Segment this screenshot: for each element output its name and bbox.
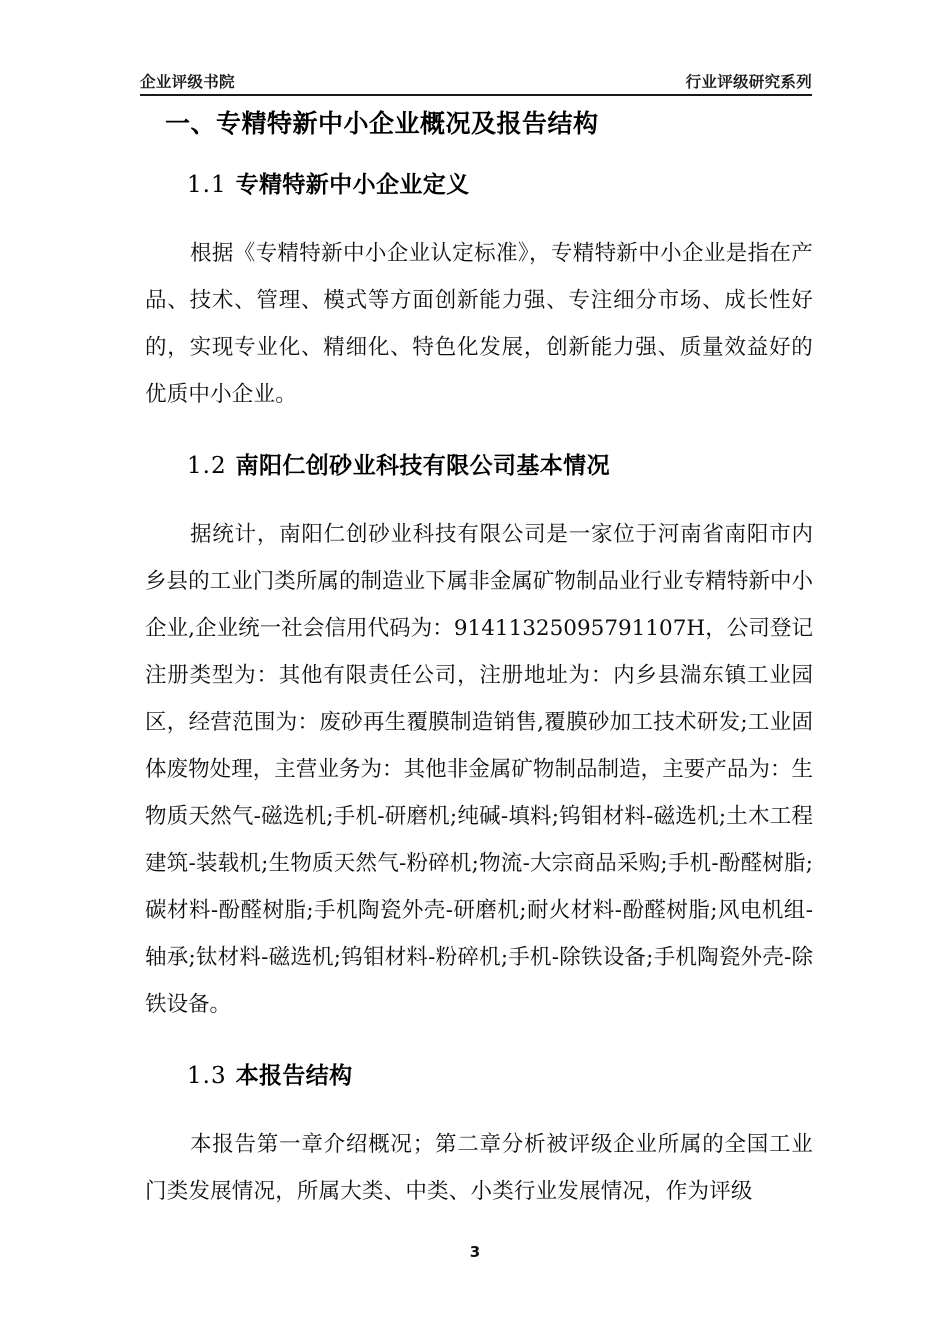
page-header [140, 62, 812, 96]
paragraph-1-2: 据统计，南阳仁创砂业科技有限公司是一家位于河南省南阳市内乡县的工业门类所属的制造业下属非金属矿物制品业行业专精特新中小企业,企业统一社会信用代码为：91411325095791107H，公司登记注册类型为：其他有限责任公司，注册地址为：内乡县湍东镇工业园区，经营范围为：废砂再生覆膜制造销售,覆膜砂加工技术研发;工业固体废物处理，主营业务为：其他非金属矿物制品制造，主要产品为：生物质天然气-磁选机;手机-研磨机;纯碱-填料;钨钼材料-磁选机;土木工程建筑-装载机;生物质天然气-粉碎机;物流-大宗商品采购;手机-酚醛树脂;碳材料-酚醛树脂;手机陶瓷外壳-研磨机;耐火材料-酚醛树脂;风电机组-轴承;钛材料-磁选机;钨钼材料-粉碎机;手机-除铁设备;手机陶瓷外壳-除铁设备。 [145, 521, 813, 1017]
subsection-number-1-3: 1.3 [187, 1062, 227, 1089]
subsection-heading-1-2 [145, 452, 813, 481]
subsection-title-1-3: 本报告结构 [235, 1062, 353, 1089]
header-left-text: 企业评级书院 [140, 72, 235, 91]
document-content [145, 108, 813, 1215]
subsection-number-1-2: 1.2 [187, 453, 227, 479]
spacer [145, 200, 813, 230]
paragraph-1-3: 本报告第一章介绍概况；第二章分析被评级企业所属的全国工业门类发展情况，所属大类、中类、小类行业发展情况，作为评级 [145, 1131, 813, 1204]
section-heading: 一、专精特新中小企业概况及报告结构 [165, 109, 599, 138]
subsection-heading-1-3 [145, 1062, 813, 1091]
subsection-title-1-1: 专精特新中小企业定义 [235, 172, 470, 199]
subsection-number-1-1: 1.1 [187, 172, 227, 199]
page-number: 3 [469, 1243, 481, 1261]
spacer [145, 481, 813, 511]
subsection-heading-1-1 [145, 171, 813, 200]
spacer [145, 1028, 813, 1062]
spacer [145, 418, 813, 452]
paragraph-1-1: 根据《专精特新中小企业认定标准》，专精特新中小企业是指在产品、技术、管理、模式等方面创新能力强、专注细分市场、成长性好的，实现专业化、精细化、特色化发展，创新能力强、质量效益好的优质中小企业。 [145, 241, 813, 407]
page-footer [0, 1243, 950, 1261]
header-right-text: 行业评级研究系列 [685, 72, 812, 91]
subsection-title-1-2: 南阳仁创砂业科技有限公司基本情况 [235, 453, 610, 479]
spacer [145, 139, 813, 171]
spacer [145, 1091, 813, 1121]
